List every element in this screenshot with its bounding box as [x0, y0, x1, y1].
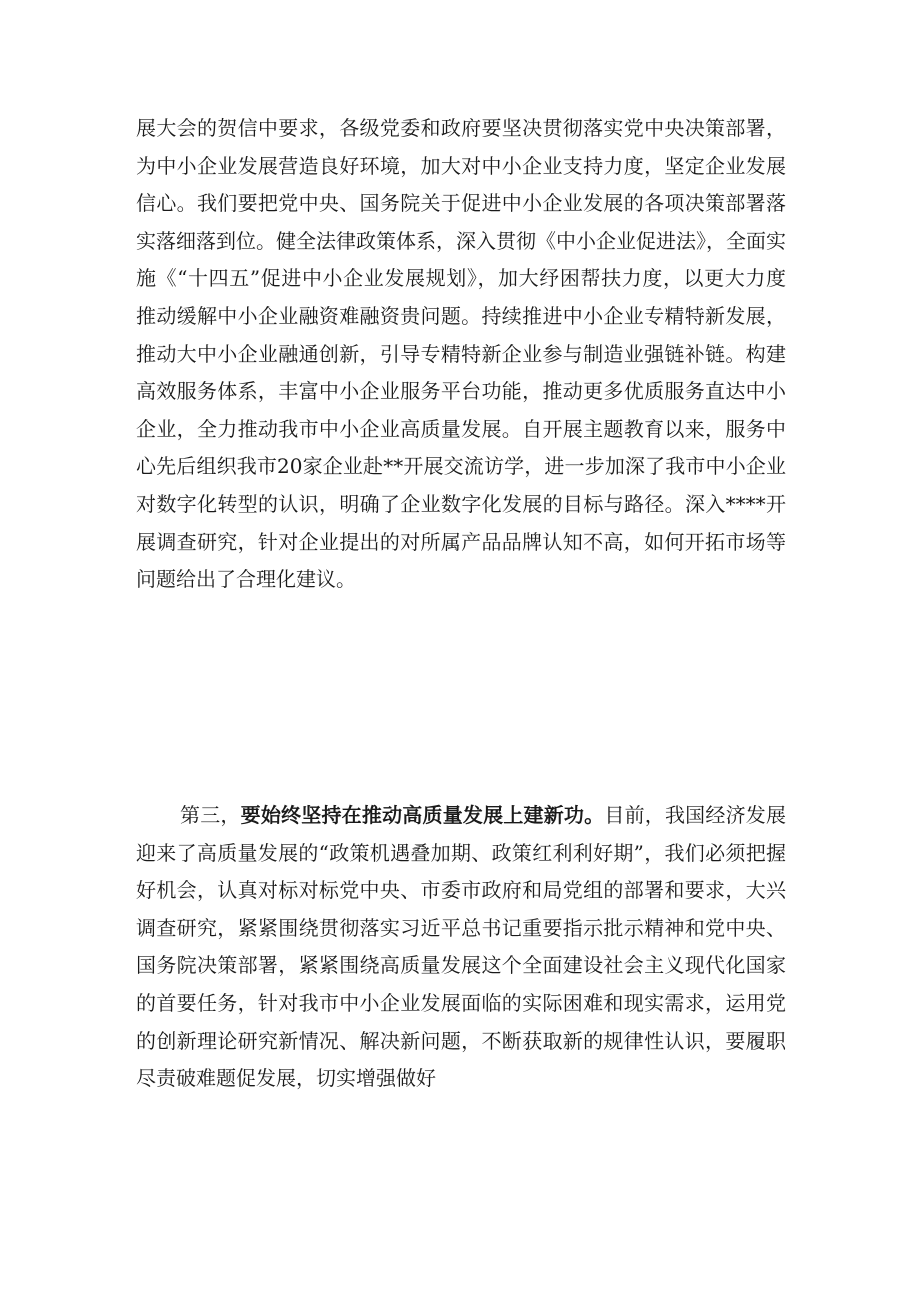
paragraph-emphasis-heading: 要始终坚持在推动高质量发展上建新功。 — [240, 803, 605, 827]
paragraph-body: 目前，我国经济发展迎来了高质量发展的“政策机遇叠加期、政策红利利好期”，我们必须把握好机会，认真对标对标党中央、市委市政府和局党组的部署和要求，大兴调查研究，紧紧围绕贯彻落实习近平总书记重要指示批示精神和党中央、国务院决策部署，紧紧围绕高质量发展这个全面建设社会主义现代化国家的首要任务，针对我市中小企业发展面临的实际困难和现实需求，运用党的创新理论研究新情况、解决新问题，不断获取新的规律性认识，要履职尽责破难题促发展，切实增强做好 — [136, 803, 787, 1091]
paragraph-lead: 第三， — [180, 803, 241, 827]
paragraph-enterprise-support: 展大会的贺信中要求，各级党委和政府要坚决贯彻落实党中央决策部署，为中小企业发展营造良好环境，加大对中小企业支持力度，坚定企业发展信心。我们要把党中央、国务院关于促进中小企业发展的各项决策部署落实落细落到位。健全法律政策体系，深入贯彻《中小企业促进法》，全面实施《“十四五”促进中小企业发展规划》，加大纾困帮扶力度，以更大力度推动缓解中小企业融资难融资贵问题。持续推进中小企业专精特新发展，推动大中小企业融通创新，引导专精特新企业参与制造业强链补链。构建高效服务体系，丰富中小企业服务平台功能，推动更多优质服务直达中小企业，全力推动我市中小企业高质量发展。自开展主题教育以来，服务中心先后组织我市20家企业赴**开展交流访学，进一步加深了我市中小企业对数字化转型的认识，明确了企业数字化发展的目标与路径。深入****开展调查研究，针对企业提出的对所属产品品牌认知不高，如何开拓市场等问题给出了合理化建议。 — [136, 116, 786, 592]
paragraph-high-quality-development — [136, 797, 786, 1098]
